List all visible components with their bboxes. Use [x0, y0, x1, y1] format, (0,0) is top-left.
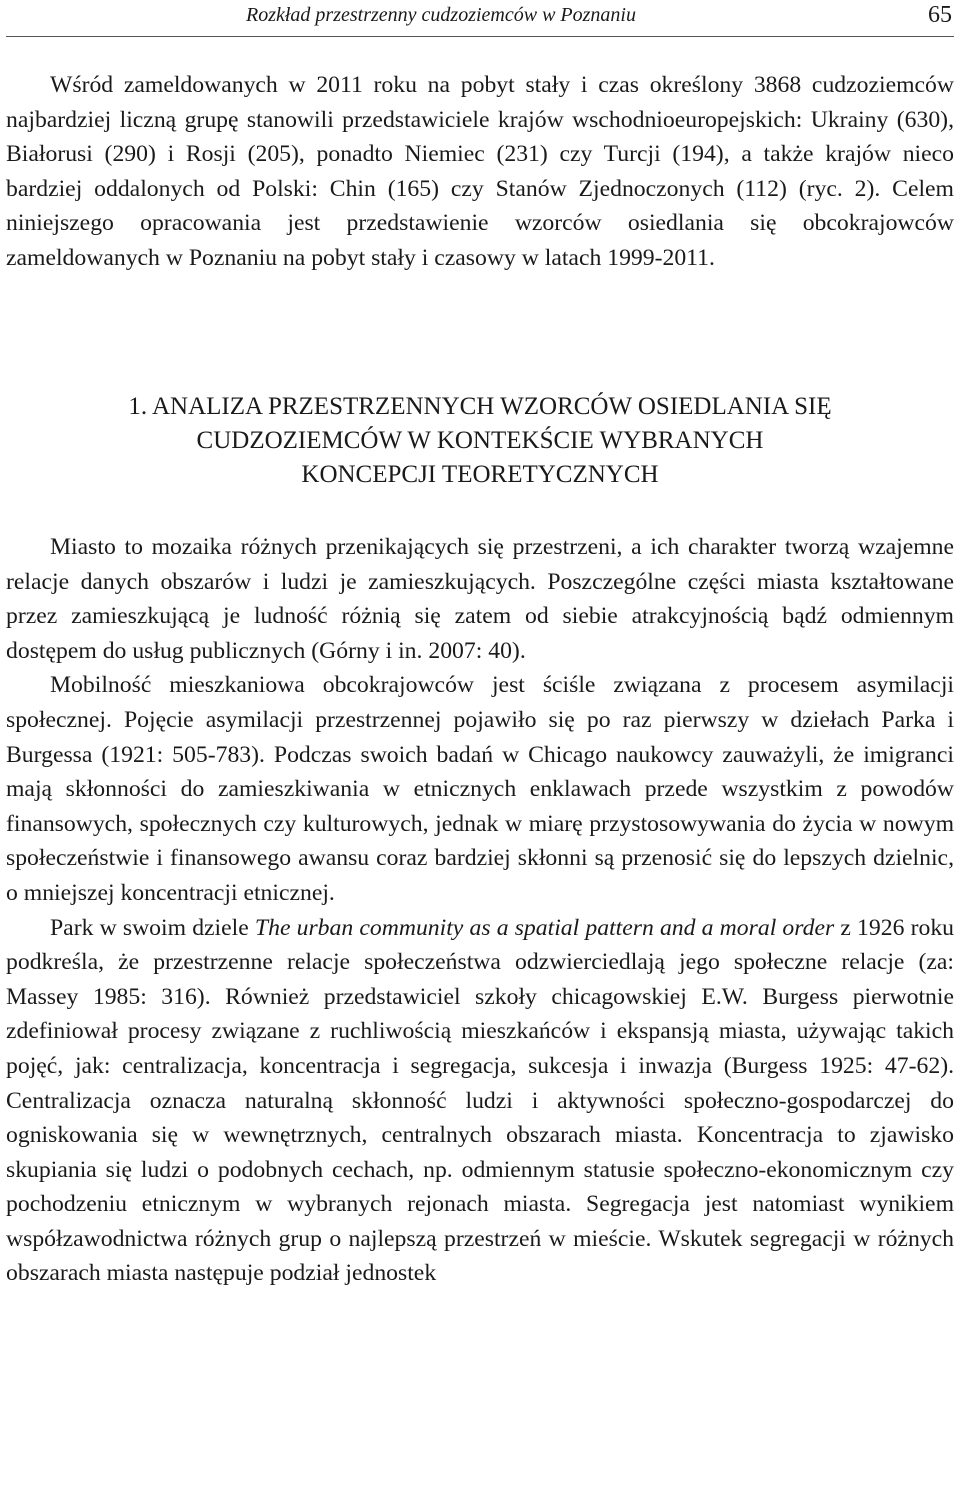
paragraph-park-start: Park w swoim dziele [50, 914, 255, 941]
running-header [6, 0, 954, 37]
intro-paragraph: Wśród zameldowanych w 2011 roku na pobyt stały i czas określony 3868 cudzoziemców najbardziej liczną grupę stanowili przedstawiciele krajów wschodnioeuropejskich: Ukrainy (630), Białorusi (290) i Rosji (205), ponadto Niemiec (231) czy Turcji (194), a także krajów nieco bardziej oddalonych od Polski: Chin (165) czy Stanów Zjednoczonych (112) (ryc. 2). Celem niniejszego opracowania jest przedstawienie wzorców osiedlania się obcokrajowców zameldowanych w Poznaniu na pobyt stały i czasowy w latach 1999-2011. [6, 72, 954, 271]
section-heading-line-3: KONCEPCJI TEORETYCZNYCH [301, 461, 659, 488]
section-body [6, 530, 954, 1291]
paragraph-city-mosaic: Miasto to mozaika różnych przenikających się przestrzeni, a ich charakter tworzą wzajemne relacje danych obszarów i ludzi je zamieszkujących. Poszczególne części miasta kształtowane przez zamieszkującą je ludność różnią się zatem od siebie atrakcyjnością bądź odmiennym dostępem do usług publicznych (Górny i in. 2007: 40). [6, 534, 954, 664]
page-number: 65 [928, 2, 952, 28]
section-heading-line-1: 1. ANALIZA PRZESTRZENNYCH WZORCÓW OSIEDLANIA SIĘ [128, 393, 832, 420]
intro-block [6, 68, 954, 276]
section-heading-line-2: CUDZOZIEMCÓW W KONTEKŚCIE WYBRANYCH [196, 427, 764, 454]
section-heading [30, 390, 930, 492]
paragraph-residential-mobility: Mobilność mieszkaniowa obcokrajowców jest ściśle związana z procesem asymilacji społecznej. Pojęcie asymilacji przestrzennej pojawiło się po raz pierwszy w dziełach Parka i Burgessa (1921: 505-783). Podczas swoich badań w Chicago naukowcy zauważyli, że imigranci mają skłonności do zamieszkiwania w etnicznych enklawach przede wszystkim z powodów finansowych, społecznych czy kulturowych, jednak w miarę przystosowywania do życia w nowym społeczeństwie i finansowego awansu coraz bardziej skłonni są przenosić się do lepszych dzielnic, o mniejszej koncentracji etnicznej. [6, 672, 954, 906]
paragraph-park-burgess [6, 911, 954, 1292]
paragraph-park-rest: z 1926 roku podkreśla, że przestrzenne relacje społeczeństwa odzwierciedlają jego społeczne relacje (za: Massey 1985: 316). Również przedstawiciel szkoły chicagowskiej E.W. Burgess pierwotnie zdefiniował procesy związane z ruchliwością mieszkańców i ekspansją miasta, używając takich pojęć, jak: centralizacja, koncentracja i segregacja, sukcesja i inwazja (Burgess 1925: 47-62). Centralizacja oznacza naturalną skłonność ludzi i aktywności społeczno-gospodarczej do ogniskowania się w wewnętrznych, centralnych obszarach miasta. Koncentracja to zjawisko skupiania się ludzi o podobnych cechach, np. odmiennym statusie społeczno-ekonomicznym czy pochodzeniu etnicznym w wybranych rejonach miasta. Segregacja jest natomiast wynikiem współzawodnictwa różnych grup o najlepszą przestrzeń w mieście. Wskutek segregacji w różnych obszarach miasta następuje podział jednostek [6, 914, 955, 1287]
book-title: The urban community as a spatial pattern and a moral order [254, 914, 835, 941]
running-title: Rozkład przestrzenny cudzoziemców w Poznaniu [246, 4, 636, 26]
